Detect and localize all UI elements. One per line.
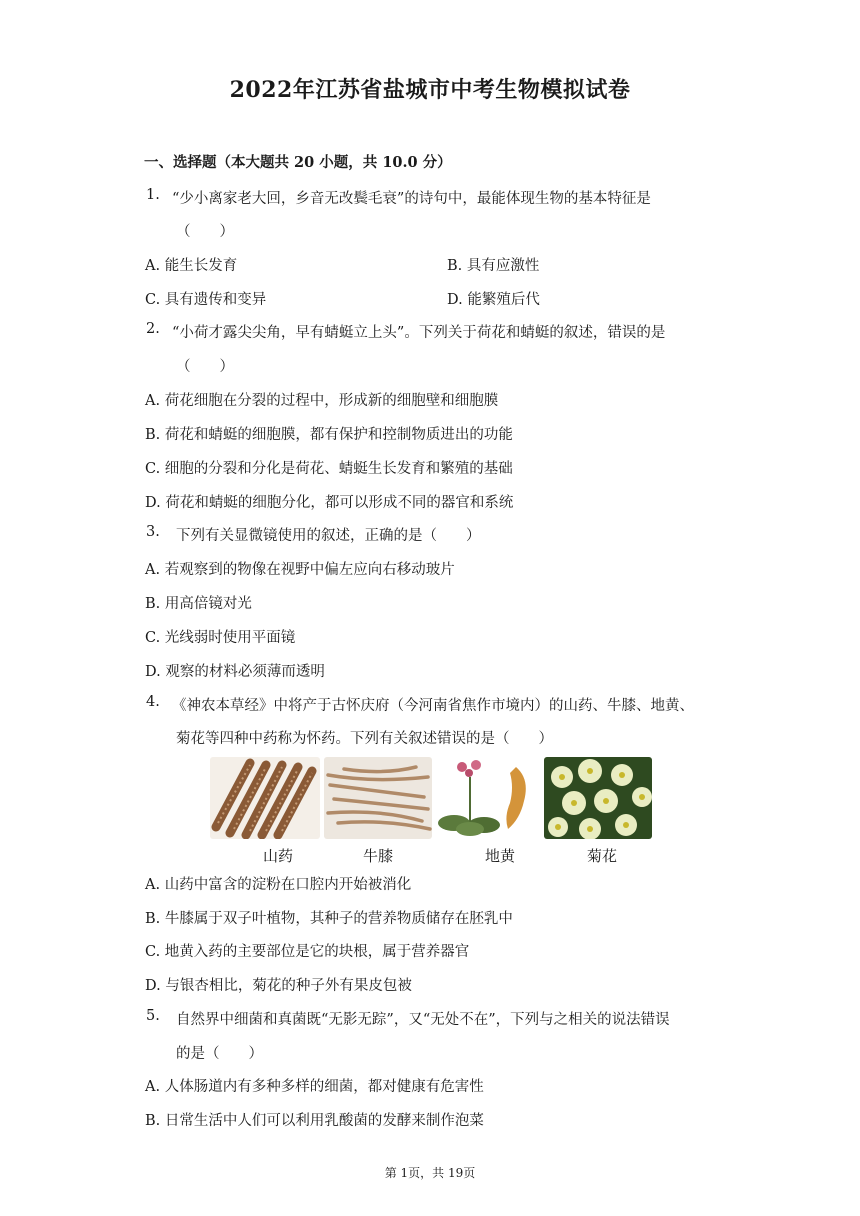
answer-blank: （ ） <box>176 224 234 240</box>
question-stem: 自然界中细菌和真菌既“无影无踪”，又“无处不在”，下列与之相关的说法错误 <box>176 1012 670 1028</box>
chrysanthemum-image <box>544 757 652 839</box>
question-number: 1. <box>146 187 160 203</box>
option-c: C. 具有遗传和变异 <box>145 292 267 308</box>
question-stem: “少小离家老大回，乡音无改鬓毛衰”的诗句中，最能体现生物的基本特征是 <box>172 191 651 207</box>
option-b: B. 用高倍镜对光 <box>145 596 252 612</box>
option-a: A. 若观察到的物像在视野中偏左应向右移动玻片 <box>145 562 455 578</box>
option-c: C. 细胞的分裂和分化是荷花、蜻蜓生长发育和繁殖的基础 <box>145 461 513 477</box>
herb-figure <box>210 757 656 869</box>
caption-rehmannia: 地黄 <box>484 847 515 865</box>
option-a: A. 荷花细胞在分裂的过程中，形成新的细胞壁和细胞膜 <box>145 393 499 409</box>
achyranthes-image <box>324 757 432 839</box>
answer-blank: （ ） <box>176 359 234 375</box>
question-number: 4. <box>146 694 160 710</box>
question-number: 5. <box>146 1008 160 1024</box>
option-b: B. 牛膝属于双子叶植物，其种子的营养物质储存在胚乳中 <box>145 911 513 927</box>
rehmannia-image <box>436 757 540 839</box>
option-a: A. 人体肠道内有多种多样的细菌，都对健康有危害性 <box>145 1079 484 1095</box>
option-b: B. 日常生活中人们可以利用乳酸菌的发酵来制作泡菜 <box>145 1113 484 1129</box>
option-a: A. 山药中富含的淀粉在口腔内开始被消化 <box>145 877 412 893</box>
option-b: B. 具有应激性 <box>447 258 540 274</box>
question-stem-cont: 的是（ ） <box>176 1046 263 1062</box>
option-d: D. 能繁殖后代 <box>447 292 540 308</box>
page-title: 2022年江苏省盐城市中考生物模拟试卷 <box>229 77 631 103</box>
option-d: D. 荷花和蜻蜓的细胞分化，都可以形成不同的器官和系统 <box>145 495 514 511</box>
caption-yam: 山药 <box>262 847 293 865</box>
option-a: A. 能生长发育 <box>145 258 238 274</box>
section-heading: 一、选择题（本大题共 20 小题，共 10.0 分） <box>144 154 452 171</box>
option-b: B. 荷花和蜻蜓的细胞膜，都有保护和控制物质进出的功能 <box>145 427 513 443</box>
question-stem: 《神农本草经》中将产于古怀庆府（今河南省焦作市境内）的山药、牛膝、地黄、 <box>172 698 694 714</box>
question-stem: 下列有关显微镜使用的叙述，正确的是（ ） <box>176 528 481 544</box>
option-d: D. 观察的材料必须薄而透明 <box>145 664 325 680</box>
option-c: C. 光线弱时使用平面镜 <box>145 630 296 646</box>
question-number: 2. <box>146 321 160 337</box>
option-d: D. 与银杏相比，菊花的种子外有果皮包被 <box>145 978 412 994</box>
caption-chrysanthemum: 菊花 <box>586 847 617 865</box>
page-footer: 第 1页，共 19页 <box>384 1166 476 1180</box>
caption-achyranthes: 牛膝 <box>362 847 393 865</box>
question-stem: “小荷才露尖尖角，早有蜻蜓立上头”。下列关于荷花和蜻蜓的叙述，错误的是 <box>172 325 666 341</box>
question-stem-cont: 菊花等四种中药称为怀药。下列有关叙述错误的是（ ） <box>176 731 553 747</box>
question-number: 3. <box>146 524 160 540</box>
option-c: C. 地黄入药的主要部位是它的块根，属于营养器官 <box>145 944 470 960</box>
yam-image <box>210 757 320 839</box>
